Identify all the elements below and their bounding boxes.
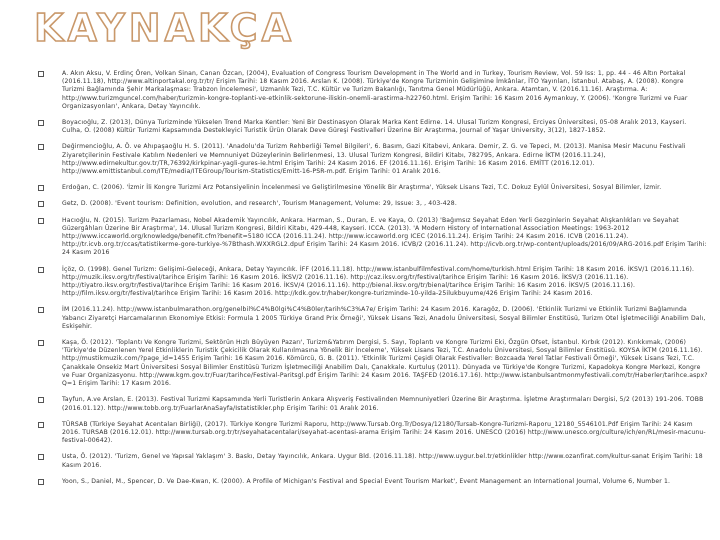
reference-text: İçöz, O. (1998). Genel Turizm: Gelişimi-Geleceği, Ankara, Detay Yayıncılık. İFF (2016.11.18). http://www.istanbulfilmfestival.com/home/turkish.html Erişim Tarihi: 18 Kasım 2016. İKSV/1 (2016.11.16). http://muzik.iksv.org/tr/festival/tarihce Erişim Tarihi: 16 Kasım 2016. İKSV/2 (2016.11.16). http://caz.iksv.org/tr/festival/tarihce Erişim Tarihi: 16 Kasım 2016. İKSV/3 (2016.11.16). http://tiyatro.iksv.org/tr/festival/tarihce Erişim Tarihi: 16 Kasım 2016. İKSV/4 (2016.11.16). http://bienal.iksv.org/tr/bienal/tarihce Erişim Tarihi: 16 Kasım 2016. İKSV/5 (2016.11.16). http://film.iksv.org/tr/festival/tarihce Erişim Tarihi: 16 Kasım 2016. http://kdk.gov.tr/haber/kongre-turizminde-10-yilda-25ilukbuyume/426 Erişim Tarihi: 24 Kasım 2016. — [62, 265, 695, 298]
reference-text: Erdoğan, C. (2006). 'İzmir İli Kongre Turizmi Arz Potansiyelinin İncelenmesi ve Geliştirilmesine Yönelik Bir Araştırma', Yüksek Lisans Tezi, T.C. Dokuz Eylül Üniversitesi, Sosyal Bilimler, İzmir. — [62, 184, 662, 192]
reference-text: Usta, Ö. (2012). 'Turizm, Genel ve Yapısal Yaklaşım' 3. Baskı, Detay Yayıncılık, Ankara. Uygur Bld. (2016.11.18). http://www.uygur.bel.tr/etkinlikler http://www.ozanfirat.com/kultur-sanat Erişim Tarihi: 18 Kasım 2016. — [62, 453, 703, 469]
reference-item — [36, 306, 708, 331]
reference-text: Boyacıoğlu, Z. (2013), Dünya Turizminde Yükselen Trend Marka Kentler: Yeni Bir Destinasyon Olarak Marka Kent Edirne. 14. Ulusal Turizm Kongresi, Erciyes Üniversitesi, 05-08 Aralık 2013, Kayseri. Culha, O. (2008) Kültür Turizmi Kapsamında Destekleyici Turistik Ürün Olarak Deve Güreşi Festivalleri Üzerine Bir Araştırma, Journal of Yaşar University, 3(12), 1827-1852. — [62, 119, 687, 135]
bullet-square-icon — [38, 218, 44, 224]
reference-item — [36, 478, 708, 486]
bullet-square-icon — [38, 397, 44, 403]
reference-text: Tayfun, A.ve Arslan, E. (2013). Festival Turizmi Kapsamında Yerli Turistlerin Ankara Alışveriş Festivalinden Memnuniyetleri Üzerine Bir Araştırma. İşletme Araştırmaları Dergisi, 5/2 (2013) 191-206. TOBB (2016.01.12). http://www.tobb.org.tr/FuarlarAnaSayfa/Istatistikler.php Erişim Tarihi: 01 Aralık 2016. — [62, 396, 704, 412]
reference-item — [36, 453, 708, 469]
page-title: KAYNAKÇA — [34, 6, 295, 50]
reference-text: Hacıoğlu, N. (2015). Turizm Pazarlaması, Nobel Akademik Yayıncılık, Ankara. Harman, S., Duran, E. ve Kaya, O. (2013) 'Bağımsız Seyahat Eden Yerli Gezginlerin Seyahat Alışkanlıkları ve Seyahat Güzergâhları Üzerine Bir Araştırma', 14. Ulusal Turizm Kongresi, Bildiri Kitabı, 429-448, Kayseri. ICCA. (2013). 'A Modern History of International Association Meetings: 1963-2012 http://www.iccaworld.org/knowledge/benefit.cfm?benefit=5180 ICCA (2016.11.24). http://www.iccaworld.org ICEC (2016.11.24). Erişim Tarihi: 24 Kasım 2016. ICVB (2016.11.24). http://tr.icvb.org.tr/ccas/tatistikerme-gore-turkiye-%7Bthash.WXXRGL2.dpuf Erişim Tarihi: 24 Kasım 2016. ICVB/2 (2016.11.24). http://icvb.org.tr/wp-content/uploads/2016/09/ARG-2016.pdf Erişim Tarihi: 24 Kasım 2016 — [62, 216, 707, 257]
reference-text: TÜRSAB (Türkiye Seyahat Acentaları Birliği), (2017). Türkiye Kongre Turizmi Raporu, http://www.Tursab.Org.Tr/Dosya/12180/Tursab-Kongre-Turizmi-Raporu_12180_5546101.Pdf Erişim Tarihi: 24 Kasım 2016. TURSAB (2016.12.01). http://www.tursab.org.tr/tr/seyahatacentalari/seyahat-acentasi-arama Erişim Tarihi: 24 Kasım 2016. UNESCO (2016) http://www.unesco.org/culture/ich/en/RL/mesir-macunu-festival-00642). — [62, 420, 706, 445]
reference-item — [36, 396, 708, 412]
reference-item — [36, 421, 708, 446]
reference-item — [36, 184, 708, 192]
reference-list — [36, 70, 708, 494]
bullet-square-icon — [38, 422, 44, 428]
reference-text: A. Akın Aksu, V. Erdinç Ören, Volkan Sinan, Canan Özcan, (2004), Evaluation of Congress Tourism Development in The World and in Turkey, Tourism Review, Vol. 59 Iss: 1, pp. 44 - 46 Altın Portakal (2016.11.18), http://www.altinportakal.org.tr/tr/ Erişim Tarihi: 18 Kasım 2016. Arslan K. (2008). Türkiye'de Kongre Turizminin Gelişimine İmkânlar, İTO Yayınları, İstanbul. Atabaş, A. (2008). Kongre Turizmi Bağlamında Şehir Markalaşması: Trabzon İncelemesi', Uzmanlık Tezi, T.C. Kültür ve Turizm Bakanlığı, Tanıtma Genel Müdürlüğü, Ankara. Atamtan, V. (2016.11.16). Araştırma. A: http://www.turizmguncel.com/haber/turizmin-kongre-toplanti-ve-etkinlik-sektorune-iliskin-onemli-arastirma-h22760.html. Erişim Tarihi: 16 Kasım 2016 Aymankuy, Y. (2006). 'Kongre Turizmi ve Fuar Organizasyonları', Ankara, Detay Yayıncılık. — [62, 70, 688, 110]
reference-text: Kaşa, Ö. (2012). 'Toplantı Ve Kongre Turizmi, Sektörün Hızlı Büyüyen Pazarı', Turizm&Yatırım Dergisi, 5. Sayı, Toplantı ve Kongre Turizmi Eki, Özgün Ofset, İstanbul. Kırbık (2012). Kırıkkımak, (2006) 'Türkiye'de Düzenlenen Yerel Etkinliklerin Turistik Çekicilik Olarak Kullanılmasına Yönelik Bir İnceleme', Yüksek Lisans Tezi, T.C. Anadolu Üniversitesi, Sosyal Bilimler Enstitüsü. KOYSA İKTM (2016.11.16). http://mustikmuzik.com/?page_id=1455 Erişim Tarihi: 16 Kasım 2016. Kömürcü, G. B. (2011). 'Etkinlik Turizmi Çeşidi Olarak Festivaller: Bozcaada Yerel Tatlar Festivali Örneği', Yüksek Lisans Tezi, T.C. Çanakkale Onsekiz Mart Üniversitesi Sosyal Bilimler Enstitüsü Turizm İşletmeciliği Anabilim Dalı, Çanakkale. Kurtuluş (2011). Dünyada ve Türkiye'de Kongre Turizmi, Kapadokya Kongre Merkezi, Kongre ve Fuar Organizasyonu. http://www.kgm.gov.tr/Fuar/tarihce/Festival-Paritsgl.pdf Erişim Tarihi: 24 Kasım 2016. TAŞFED (2016.17.16). http://www.istanbulsantmonmyfestivali.com/tr/Haberler/tarihce.aspx?Q=1 Erişim Tarihi: 17 Kasım 2016. — [62, 339, 708, 388]
bullet-square-icon — [38, 71, 44, 77]
reference-item — [36, 266, 708, 299]
bullet-square-icon — [38, 267, 44, 273]
reference-text: İM (2016.11.24). http://www.istanbulmarathon.org/genelbil%C4%B0lgi%C4%B0ler/tarih%C3%A7e/ Erişim Tarihi: 24 Kasım 2016. Karagöz, D. (2006). 'Etkinlik Turizmi ve Etkinlik Turizmi Bağlamında Yabancı Ziyaretçi Harcamalarının Ekonomiye Etkisi: Formula 1 2005 Türkiye Grand Prix Örneği', Yüksek Lisans Tezi, Anadolu Üniversitesi, Sosyal Bilimler Enstitüsü, Turizm Otel İşletmeciliği Anabilim Dalı, Eskişehir. — [62, 306, 706, 330]
reference-item — [36, 217, 708, 258]
reference-item — [36, 143, 708, 176]
bullet-square-icon — [38, 120, 44, 126]
bullet-square-icon — [38, 307, 44, 313]
reference-item — [36, 119, 708, 135]
reference-text: Getz, D. (2008). 'Event tourism: Definition, evolution, and research', Tourism Management, Volume: 29, Issue: 3, , 403-428. — [62, 200, 457, 208]
bullet-square-icon — [38, 479, 44, 485]
bullet-square-icon — [38, 340, 44, 346]
bullet-square-icon — [38, 454, 44, 460]
reference-item — [36, 70, 708, 111]
bullet-square-icon — [38, 185, 44, 191]
bullet-square-icon — [38, 201, 44, 207]
reference-text: Değirmencioğlu, A. Ö. ve Ahıpaşaoğlu H. S. (2011). 'Anadolu'da Turizm Rehberliği Temel Bilgileri', 6. Basım, Gazi Kitabevi, Ankara. Demir, Z. G. ve Tepeci, M. (2013). Manisa Mesir Macunu Festivali Ziyaretçilerinin Festivale Katılım Nedenleri ve Memnuniyet Düzeylerinin Belirlenmesi, 13. Ulusal Turizm Kongresi, Bildiri Kitabı, 782795, Ankara. Edirne İKTM (2016.11.24), http://www.edirnekultur.gov.tr/TR,76392/kirkpinar-yagli-gures-ie.html Erişim Tarihi: 24 Kasım 2016. EF (2016.11.16). Erişim Tarihi: 16 Kasım 2016. EMİTT (2016.12.01). http://www.emittistanbul.com/ITE/media/ITEGroup/Tourism-Statistics/Emitt-16-PSR-m.pdf. Erişim Tarihi: 01 Aralık 2016. — [62, 143, 686, 176]
reference-item — [36, 339, 708, 388]
bullet-square-icon — [38, 144, 44, 150]
reference-item — [36, 200, 708, 208]
reference-text: Yoon, S., Daniel, M., Spencer, D. Ve Dae-Kwan, K. (2000). A Profile of Michigan's Festival and Special Event Tourism Market', Event Management an International Journal, Volume 6, Number 1. — [62, 477, 671, 485]
